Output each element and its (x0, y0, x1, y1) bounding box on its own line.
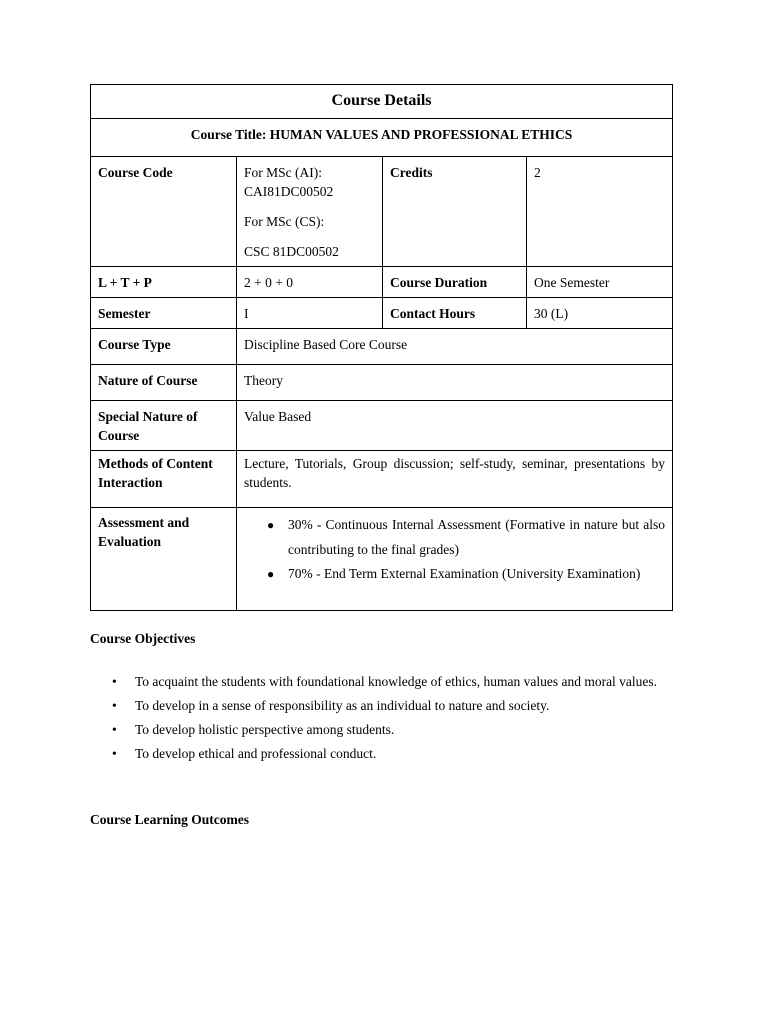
msc-cs-code: CSC 81DC00502 (244, 244, 339, 259)
credits-value: 2 (527, 157, 673, 267)
course-title: Course Title: HUMAN VALUES AND PROFESSIONAL ETHICS (91, 119, 673, 157)
methods-label-line1: Methods of Content (98, 456, 213, 471)
course-code-value (237, 157, 383, 267)
assessment-label-line1: Assessment and (98, 515, 190, 530)
special-nature-label (91, 401, 237, 451)
contact-hours-value: 30 (L) (527, 298, 673, 329)
table-row (91, 451, 673, 508)
bullet-icon: ● (267, 518, 275, 532)
objective-text: To acquaint the students with foundational knowledge of ethics, human values and moral values. (135, 674, 658, 689)
methods-label (91, 451, 237, 508)
ltp-value: 2 + 0 + 0 (237, 267, 383, 298)
course-type-label: Course Type (91, 329, 237, 365)
table-row (91, 85, 673, 119)
bullet-icon: ● (267, 567, 275, 581)
special-nature-value: Value Based (237, 401, 673, 451)
methods-label-line2: Interaction (98, 475, 163, 490)
table-heading: Course Details (91, 85, 673, 119)
special-nature-label-line2: Course (98, 428, 140, 443)
msc-ai-label: For MSc (AI): (244, 165, 322, 180)
outcomes-heading: Course Learning Outcomes (90, 812, 249, 827)
list-item (90, 718, 672, 742)
bullet-icon: • (112, 722, 117, 737)
course-type-value: Discipline Based Core Course (237, 329, 673, 365)
course-code-label: Course Code (91, 157, 237, 267)
table-row (91, 329, 673, 365)
list-item (244, 562, 665, 587)
table-row (91, 157, 673, 267)
credits-label: Credits (383, 157, 527, 267)
objectives-list (90, 670, 672, 766)
objective-text: To develop ethical and professional conduct. (135, 746, 377, 761)
objectives-heading: Course Objectives (90, 631, 196, 646)
semester-value: I (237, 298, 383, 329)
msc-ai-code: CAI81DC00502 (244, 184, 334, 199)
duration-value: One Semester (527, 267, 673, 298)
semester-label: Semester (91, 298, 237, 329)
duration-label: Course Duration (383, 267, 527, 298)
assessment-label (91, 508, 237, 611)
table-row (91, 119, 673, 157)
page-content (90, 84, 672, 827)
list-item (90, 670, 672, 694)
table-row (91, 365, 673, 401)
table-row (91, 508, 673, 611)
nature-label: Nature of Course (91, 365, 237, 401)
table-row (91, 298, 673, 329)
objective-text: To develop holistic perspective among students. (135, 722, 395, 737)
list-item (244, 513, 665, 562)
course-details-table (90, 84, 673, 611)
bullet-icon: • (112, 746, 117, 761)
assessment-value (237, 508, 673, 611)
bullet-icon: • (112, 674, 117, 689)
objective-text: To develop in a sense of responsibility as an individual to nature and society. (135, 698, 550, 713)
methods-value: Lecture, Tutorials, Group discussion; self-study, seminar, presentations by students. (237, 451, 673, 508)
table-row (91, 401, 673, 451)
contact-hours-label: Contact Hours (383, 298, 527, 329)
msc-cs-label: For MSc (CS): (244, 214, 325, 229)
assessment-list (244, 513, 665, 587)
assessment-label-line2: Evaluation (98, 534, 162, 549)
bullet-icon: • (112, 698, 117, 713)
assessment-item-text: 70% - End Term External Examination (University Examination) (288, 566, 641, 581)
nature-value: Theory (237, 365, 673, 401)
list-item (90, 694, 672, 718)
list-item (90, 742, 672, 766)
table-row (91, 267, 673, 298)
special-nature-label-line1: Special Nature of (98, 409, 198, 424)
ltp-label: L + T + P (91, 267, 237, 298)
assessment-item-text: 30% - Continuous Internal Assessment (Formative in nature but also contributing to the final grades) (288, 517, 666, 557)
